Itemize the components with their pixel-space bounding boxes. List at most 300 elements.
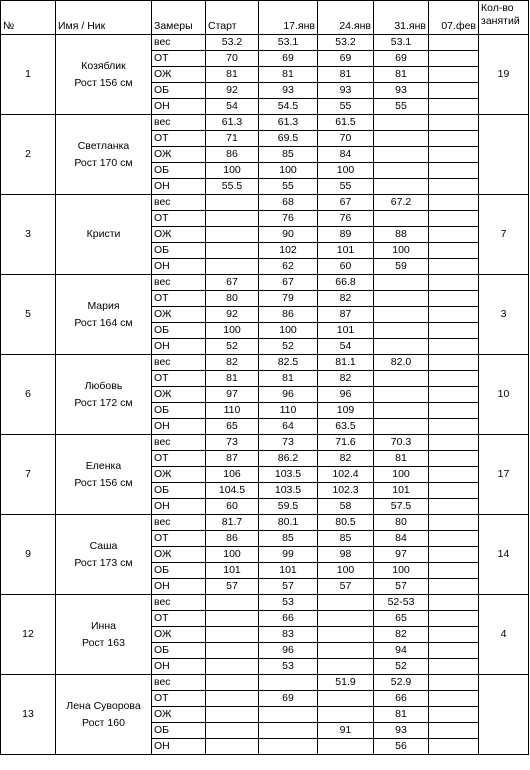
measure-value [429, 451, 479, 467]
measure-value [429, 403, 479, 419]
measure-type: ОБ [152, 723, 206, 739]
measure-value [429, 259, 479, 275]
measure-value [429, 643, 479, 659]
measure-type: вес [152, 675, 206, 691]
measure-type: ОБ [152, 563, 206, 579]
measure-type: вес [152, 355, 206, 371]
header-date-1: 17.янв [259, 1, 318, 35]
measure-value [429, 707, 479, 723]
measure-value: 96 [318, 387, 374, 403]
measure-value: 86 [259, 307, 318, 323]
measure-value [429, 387, 479, 403]
measure-value [429, 467, 479, 483]
measure-value: 52 [206, 339, 259, 355]
measure-value [429, 355, 479, 371]
measure-value: 54 [206, 99, 259, 115]
participant-name-cell [56, 35, 152, 115]
measure-value: 62 [259, 259, 318, 275]
table-row [1, 595, 529, 611]
measure-value: 97 [206, 387, 259, 403]
participant-name: Любовь [84, 379, 123, 392]
measure-value [429, 483, 479, 499]
measure-type: ОЖ [152, 547, 206, 563]
measure-value: 100 [374, 467, 429, 483]
measure-value [429, 323, 479, 339]
header-date-3: 31.янв [374, 1, 429, 35]
measure-value: 55 [318, 99, 374, 115]
measure-value [429, 211, 479, 227]
measure-type: ОН [152, 499, 206, 515]
participant-number: 7 [1, 435, 56, 515]
measure-value [429, 83, 479, 99]
measure-value: 93 [259, 83, 318, 99]
session-count [479, 675, 529, 755]
measure-value: 57.5 [374, 499, 429, 515]
header-date-2: 24.янв [318, 1, 374, 35]
participant-name: Мария [87, 299, 120, 312]
measure-value: 91 [318, 723, 374, 739]
measure-value [206, 211, 259, 227]
measure-value [429, 51, 479, 67]
participant-height: Рост 156 см [74, 76, 133, 89]
measure-value [206, 595, 259, 611]
measure-value: 110 [206, 403, 259, 419]
measure-value: 81.1 [318, 355, 374, 371]
measure-value [429, 499, 479, 515]
measure-value [318, 611, 374, 627]
measure-value: 82 [318, 371, 374, 387]
participant-number: 9 [1, 515, 56, 595]
participant-name-cell [56, 595, 152, 675]
measure-value [429, 227, 479, 243]
measure-value: 81 [318, 67, 374, 83]
measure-value [318, 595, 374, 611]
measure-type: ОБ [152, 83, 206, 99]
measure-type: ОЖ [152, 227, 206, 243]
header-measure: Замеры [152, 1, 206, 35]
measure-type: ОБ [152, 643, 206, 659]
measure-value: 85 [259, 531, 318, 547]
table-row [1, 195, 529, 211]
measure-type: ОЖ [152, 707, 206, 723]
participant-name-cell [56, 275, 152, 355]
measure-value: 57 [318, 579, 374, 595]
measure-type: ОБ [152, 243, 206, 259]
measure-value [318, 707, 374, 723]
measure-value: 100 [206, 163, 259, 179]
measure-value: 81 [206, 371, 259, 387]
measure-value [429, 67, 479, 83]
measure-value: 103.5 [259, 467, 318, 483]
measure-value [374, 179, 429, 195]
measure-value: 51.9 [318, 675, 374, 691]
participant-name: Светланка [77, 139, 130, 152]
participant-height: Рост 160 [82, 716, 125, 729]
measure-value [429, 243, 479, 259]
measure-value: 100 [259, 163, 318, 179]
measure-value: 61.3 [206, 115, 259, 131]
table-row [1, 35, 529, 51]
measure-value: 66.8 [318, 275, 374, 291]
session-count: 10 [479, 355, 529, 435]
measure-value: 90 [259, 227, 318, 243]
participant-height: Рост 172 см [74, 396, 133, 409]
measure-value: 59.5 [259, 499, 318, 515]
measure-value [429, 579, 479, 595]
measure-value: 100 [259, 323, 318, 339]
measure-value: 76 [259, 211, 318, 227]
measure-value: 55.5 [206, 179, 259, 195]
measure-value: 92 [206, 83, 259, 99]
measure-value: 88 [374, 227, 429, 243]
measure-value: 86 [206, 147, 259, 163]
measure-type: ОТ [152, 451, 206, 467]
measure-type: ОБ [152, 323, 206, 339]
measure-value [429, 659, 479, 675]
measure-value: 102.4 [318, 467, 374, 483]
measure-type: ОТ [152, 51, 206, 67]
measure-type: ОТ [152, 691, 206, 707]
measure-value [374, 387, 429, 403]
measure-value: 101 [374, 483, 429, 499]
measure-value: 64 [259, 419, 318, 435]
participant-name: Инна [91, 619, 116, 632]
measure-value: 70 [318, 131, 374, 147]
measure-value: 86 [206, 531, 259, 547]
measure-value [206, 659, 259, 675]
measure-type: вес [152, 35, 206, 51]
measure-value: 100 [318, 563, 374, 579]
measure-value: 53.1 [374, 35, 429, 51]
measure-value: 87 [206, 451, 259, 467]
measure-type: ОН [152, 419, 206, 435]
measure-value [374, 275, 429, 291]
participant-name-cell [56, 195, 152, 275]
header-num: № [1, 1, 56, 35]
measure-value [429, 675, 479, 691]
session-count: 19 [479, 35, 529, 115]
measure-value [259, 707, 318, 723]
measure-value: 100 [374, 563, 429, 579]
participant-number: 5 [1, 275, 56, 355]
measure-type: ОБ [152, 483, 206, 499]
measure-value: 82.5 [259, 355, 318, 371]
measure-type: ОН [152, 659, 206, 675]
measure-value: 70 [206, 51, 259, 67]
measure-value: 110 [259, 403, 318, 419]
measure-value: 70.3 [374, 435, 429, 451]
measure-value [429, 147, 479, 163]
participant-name: Еленка [85, 459, 122, 472]
measure-type: вес [152, 115, 206, 131]
measure-value: 109 [318, 403, 374, 419]
measure-value: 57 [206, 579, 259, 595]
measure-value: 100 [374, 243, 429, 259]
measure-value [429, 131, 479, 147]
measure-value: 82 [318, 291, 374, 307]
measure-value: 57 [374, 579, 429, 595]
measure-value [429, 419, 479, 435]
measure-value [429, 275, 479, 291]
participant-number: 6 [1, 355, 56, 435]
measure-value [429, 627, 479, 643]
measure-value [318, 627, 374, 643]
measure-value: 60 [318, 259, 374, 275]
header-start: Старт [206, 1, 259, 35]
measure-value [206, 259, 259, 275]
measure-value: 53 [259, 595, 318, 611]
header-row [1, 1, 529, 35]
measure-value [429, 35, 479, 51]
measure-value: 63.5 [318, 419, 374, 435]
participant-height: Рост 170 см [74, 156, 133, 169]
measure-value: 69 [374, 51, 429, 67]
measure-type: ОТ [152, 611, 206, 627]
table-body [1, 35, 529, 755]
participant-name: Кристи [86, 228, 121, 240]
session-count: 7 [479, 195, 529, 275]
measure-value [206, 723, 259, 739]
measure-value [429, 595, 479, 611]
measure-value: 67 [259, 275, 318, 291]
measure-value [429, 163, 479, 179]
measure-value: 67 [318, 195, 374, 211]
measure-value [206, 675, 259, 691]
participant-number: 1 [1, 35, 56, 115]
participant-name: Козяблик [81, 59, 126, 72]
measure-value [259, 675, 318, 691]
measure-value: 65 [374, 611, 429, 627]
participant-name-cell [56, 675, 152, 755]
measure-value [429, 723, 479, 739]
measure-value: 92 [206, 307, 259, 323]
measure-value: 58 [318, 499, 374, 515]
measure-value: 53 [259, 659, 318, 675]
measure-value: 82 [374, 627, 429, 643]
measure-value: 66 [374, 691, 429, 707]
measure-value: 52-53 [374, 595, 429, 611]
measure-type: ОН [152, 579, 206, 595]
session-count: 3 [479, 275, 529, 355]
measure-value [206, 691, 259, 707]
measure-value [429, 739, 479, 755]
participant-height: Рост 173 см [74, 556, 133, 569]
measure-value [374, 211, 429, 227]
measure-value: 85 [259, 147, 318, 163]
measure-value: 81 [259, 371, 318, 387]
participant-height: Рост 163 [82, 636, 125, 649]
measure-value: 100 [206, 547, 259, 563]
measure-value: 86.2 [259, 451, 318, 467]
measure-value [374, 147, 429, 163]
measure-value: 66 [259, 611, 318, 627]
measure-value: 81 [374, 67, 429, 83]
measure-type: вес [152, 515, 206, 531]
measure-value [206, 627, 259, 643]
measure-value [206, 243, 259, 259]
measure-value: 82 [318, 451, 374, 467]
measure-value: 101 [206, 563, 259, 579]
measure-value: 71.6 [318, 435, 374, 451]
participant-name-cell [56, 115, 152, 195]
measure-value: 83 [259, 627, 318, 643]
measure-value [429, 195, 479, 211]
measure-value: 84 [318, 147, 374, 163]
measure-value [374, 403, 429, 419]
measure-value [429, 339, 479, 355]
measure-value [374, 371, 429, 387]
participant-height: Рост 156 см [74, 476, 133, 489]
measure-value: 96 [259, 387, 318, 403]
table-row [1, 515, 529, 531]
measure-value: 100 [318, 163, 374, 179]
measure-type: ОТ [152, 131, 206, 147]
measure-value [374, 131, 429, 147]
table-row [1, 355, 529, 371]
header-date-4: 07.фев [429, 1, 479, 35]
measure-value: 87 [318, 307, 374, 323]
measure-type: ОТ [152, 291, 206, 307]
measure-value: 82 [206, 355, 259, 371]
participant-name-cell [56, 355, 152, 435]
measure-type: ОЖ [152, 387, 206, 403]
measure-value: 54.5 [259, 99, 318, 115]
measure-value: 81 [259, 67, 318, 83]
measure-value: 104.5 [206, 483, 259, 499]
measure-value [206, 611, 259, 627]
measure-type: ОТ [152, 531, 206, 547]
measure-value: 73 [259, 435, 318, 451]
session-count [479, 115, 529, 195]
measure-value: 81 [374, 451, 429, 467]
measure-value: 52.9 [374, 675, 429, 691]
session-count: 17 [479, 435, 529, 515]
measure-value [429, 371, 479, 387]
measure-value: 101 [318, 243, 374, 259]
measure-type: ОТ [152, 371, 206, 387]
measure-value [429, 115, 479, 131]
measure-value: 102 [259, 243, 318, 259]
measure-value: 67 [206, 275, 259, 291]
measure-type: ОЖ [152, 307, 206, 323]
measure-value [374, 115, 429, 131]
measure-value: 93 [374, 723, 429, 739]
measure-value: 71 [206, 131, 259, 147]
measure-value [206, 643, 259, 659]
measure-value: 57 [259, 579, 318, 595]
measure-type: ОЖ [152, 67, 206, 83]
session-count: 14 [479, 515, 529, 595]
measure-value [374, 307, 429, 323]
measure-value: 97 [374, 547, 429, 563]
measure-value [429, 515, 479, 531]
measure-value: 73 [206, 435, 259, 451]
measure-value [429, 99, 479, 115]
header-count: Кол-во занятий [479, 1, 529, 35]
measure-value: 84 [374, 531, 429, 547]
measure-value [429, 291, 479, 307]
measure-value: 61.3 [259, 115, 318, 131]
measure-value [429, 563, 479, 579]
measure-value: 99 [259, 547, 318, 563]
measure-value: 55 [374, 99, 429, 115]
measure-type: ОБ [152, 163, 206, 179]
measure-value: 68 [259, 195, 318, 211]
measure-value: 80.5 [318, 515, 374, 531]
measure-value: 80 [206, 291, 259, 307]
measure-value [429, 611, 479, 627]
measure-value: 69 [259, 691, 318, 707]
measure-type: ОН [152, 739, 206, 755]
participant-name-cell [56, 435, 152, 515]
measure-value: 76 [318, 211, 374, 227]
table-row [1, 435, 529, 451]
participant-name: Лена Суворова [66, 699, 141, 712]
measure-value: 100 [206, 323, 259, 339]
measure-type: ОН [152, 99, 206, 115]
measure-value: 52 [259, 339, 318, 355]
measure-type: ОТ [152, 211, 206, 227]
measure-value [429, 531, 479, 547]
measure-value: 85 [318, 531, 374, 547]
measure-value [374, 291, 429, 307]
measure-value: 59 [374, 259, 429, 275]
measure-value [206, 227, 259, 243]
table-row [1, 275, 529, 291]
participant-number: 2 [1, 115, 56, 195]
measure-type: ОН [152, 259, 206, 275]
measure-value: 61.5 [318, 115, 374, 131]
measure-value: 67.2 [374, 195, 429, 211]
participant-name-cell [56, 515, 152, 595]
measure-type: вес [152, 275, 206, 291]
measure-value: 56 [374, 739, 429, 755]
session-count: 4 [479, 595, 529, 675]
measure-type: ОЖ [152, 467, 206, 483]
measure-type: вес [152, 435, 206, 451]
measure-value [429, 691, 479, 707]
measure-value: 52 [374, 659, 429, 675]
measure-value: 69 [318, 51, 374, 67]
measure-value: 89 [318, 227, 374, 243]
measure-value: 80.1 [259, 515, 318, 531]
measure-value: 103.5 [259, 483, 318, 499]
measure-value: 93 [374, 83, 429, 99]
measure-type: ОЖ [152, 627, 206, 643]
measure-value [318, 643, 374, 659]
measure-type: ОЖ [152, 147, 206, 163]
measure-value [206, 739, 259, 755]
measure-value: 80 [374, 515, 429, 531]
measure-value [429, 307, 479, 323]
measure-value: 102.3 [318, 483, 374, 499]
participant-number: 12 [1, 595, 56, 675]
measure-value [206, 195, 259, 211]
measure-value [429, 547, 479, 563]
measure-type: вес [152, 595, 206, 611]
measure-value [374, 323, 429, 339]
measure-type: ОН [152, 339, 206, 355]
participant-height: Рост 164 см [74, 316, 133, 329]
measure-value: 65 [206, 419, 259, 435]
participant-number: 3 [1, 195, 56, 275]
measure-value: 96 [259, 643, 318, 659]
measure-value: 53.1 [259, 35, 318, 51]
measure-value: 55 [318, 179, 374, 195]
measure-value [318, 691, 374, 707]
measure-value: 79 [259, 291, 318, 307]
measure-value [374, 163, 429, 179]
